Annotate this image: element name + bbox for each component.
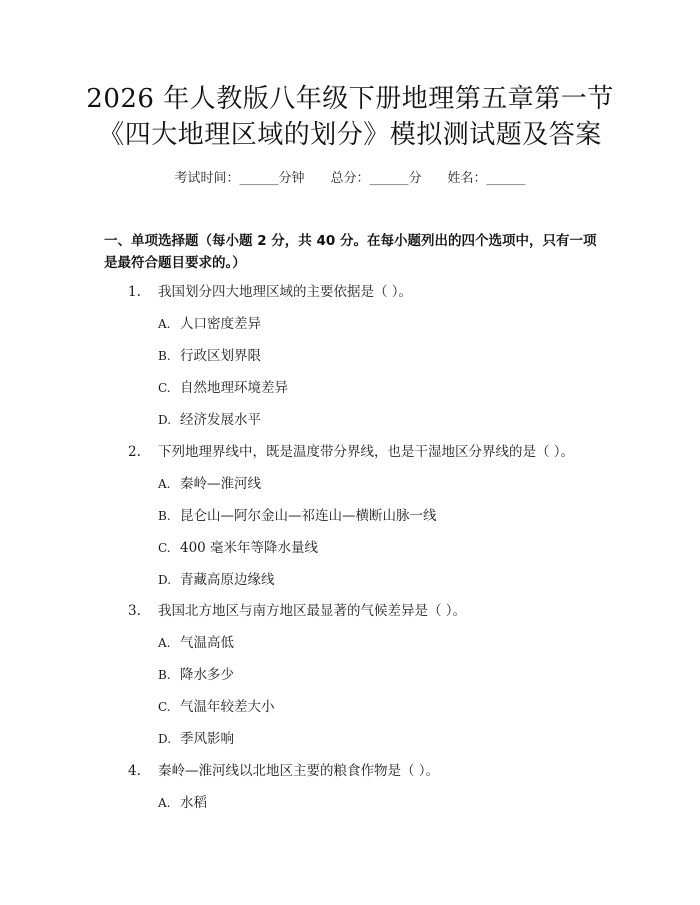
option-text: 昆仑山—阿尔金山—祁连山—横断山脉一线 xyxy=(180,508,437,524)
question-4 xyxy=(128,761,439,781)
option-2a xyxy=(158,474,261,494)
question-number: 3. xyxy=(128,603,141,619)
option-text: 降水多少 xyxy=(180,667,234,683)
option-3d xyxy=(158,729,234,749)
question-text: 我国划分四大地理区域的主要依据是（ ）。 xyxy=(158,284,413,300)
option-text: 气温年较差大小 xyxy=(180,699,275,715)
option-1d xyxy=(158,410,261,430)
question-number: 2. xyxy=(128,444,141,460)
option-letter: A. xyxy=(158,477,171,491)
name-field: 姓名：______ xyxy=(447,171,526,186)
option-letter: D. xyxy=(158,573,172,587)
question-text: 我国北方地区与南方地区最显著的气候差异是（ ）。 xyxy=(158,603,467,619)
question-text: 秦岭—淮河线以北地区主要的粮食作物是（ ）。 xyxy=(158,763,440,779)
option-text: 秦岭—淮河线 xyxy=(180,476,261,492)
option-letter: B. xyxy=(158,509,171,523)
option-4a xyxy=(158,793,207,813)
option-2b xyxy=(158,506,437,526)
option-letter: C. xyxy=(158,541,171,555)
option-2d xyxy=(158,570,275,590)
exam-time-field: 考试时间：______分钟 xyxy=(174,171,305,186)
page-title-line-2: 《四大地理区域的划分》模拟测试题及答案 xyxy=(98,120,602,150)
option-text: 青藏高原边缘线 xyxy=(180,572,275,588)
option-text: 经济发展水平 xyxy=(180,412,261,428)
option-letter: C. xyxy=(158,381,171,395)
question-3 xyxy=(128,601,466,621)
option-letter: A. xyxy=(158,636,171,650)
option-letter: C. xyxy=(158,700,171,714)
page-title-line-1: 2026 年人教版八年级下册地理第五章第一节 xyxy=(86,84,614,114)
total-score-field: 总分：______分 xyxy=(330,171,422,186)
option-text: 气温高低 xyxy=(180,635,234,651)
option-2c xyxy=(158,538,318,558)
question-text: 下列地理界线中，既是温度带分界线，也是干湿地区分界线的是（ ）。 xyxy=(158,444,575,460)
question-2 xyxy=(128,442,574,462)
option-letter: A. xyxy=(158,796,171,810)
option-text: 行政区划界限 xyxy=(180,348,261,364)
option-3c xyxy=(158,697,275,717)
option-text: 自然地理环境差异 xyxy=(180,380,288,396)
option-letter: D. xyxy=(158,413,172,427)
option-1b xyxy=(158,346,261,366)
option-1c xyxy=(158,378,288,398)
option-3a xyxy=(158,633,234,653)
option-letter: D. xyxy=(158,732,172,746)
option-text: 季风影响 xyxy=(180,731,234,747)
option-letter: B. xyxy=(158,668,171,682)
option-text: 人口密度差异 xyxy=(180,316,261,332)
option-letter: A. xyxy=(158,317,171,331)
question-number: 4. xyxy=(128,763,141,779)
section-heading: 一、单项选择题（每小题 2 分，共 40 分。在每小题列出的四个选项中，只有一项是最符合题目要求的。） xyxy=(104,233,597,271)
question-number: 1. xyxy=(128,284,141,300)
option-letter: B. xyxy=(158,349,171,363)
option-text: 水稻 xyxy=(180,795,207,811)
option-1a xyxy=(158,314,261,334)
exam-meta xyxy=(0,169,700,189)
option-text: 400 毫米年等降水量线 xyxy=(180,540,319,556)
question-1 xyxy=(128,282,412,302)
option-3b xyxy=(158,665,234,685)
